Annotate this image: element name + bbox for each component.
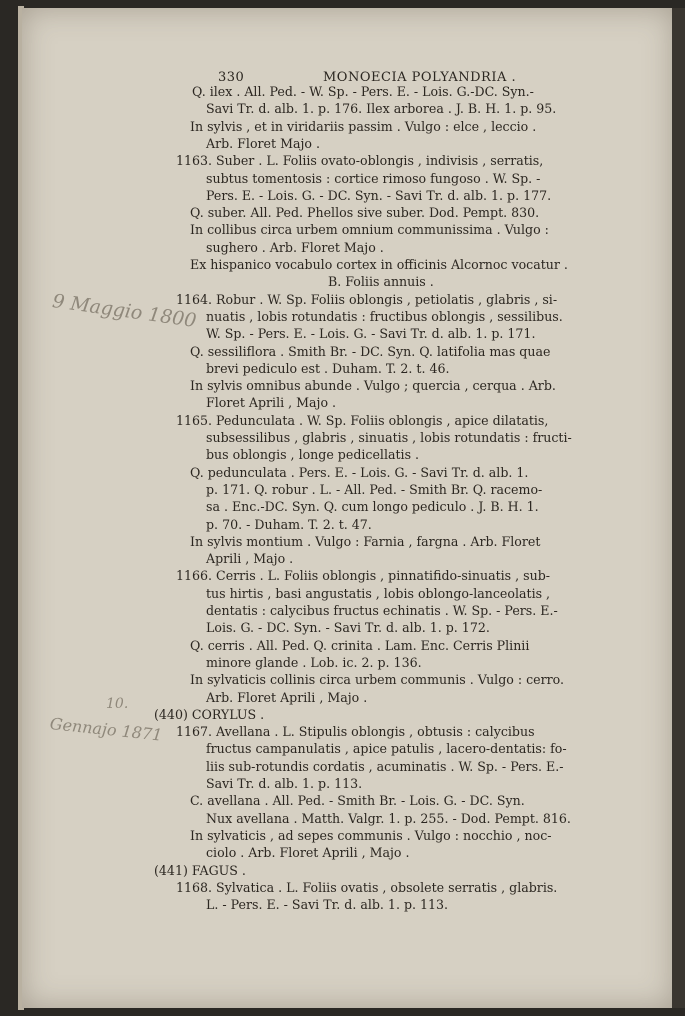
text-line: In sylvaticis , ad sepes communis . Vulgo : nocchio , noc-: [190, 827, 552, 843]
text-line: bus oblongis , longe pedicellatis .: [206, 447, 420, 463]
text-line: dentatis : calycibus fructus echinatis . W. Sp. - Pers. E.-: [206, 603, 558, 618]
text-line: Lois. G. - DC. Syn. - Savi Tr. d. alb. 1. p. 172.: [206, 620, 490, 636]
text-line: 1166. Cerris . L. Foliis oblongis , pinnatifido-sinuatis , sub-: [176, 568, 551, 584]
text-line: Aprili , Majo .: [206, 551, 294, 567]
text-line: Arb. Floret Majo .: [206, 135, 320, 151]
text-line: subsessilibus , glabris , sinuatis , lobis rotundatis : fructi-: [206, 430, 572, 445]
text-line: Ex hispanico vocabulo cortex in officinis Alcornoc vocatur .: [190, 257, 568, 272]
text-line: C. avellana . All. Ped. - Smith Br. - Lois. G. - DC. Syn.: [190, 793, 525, 809]
page-number: 330: [218, 70, 245, 85]
book-page: [22, 8, 674, 1008]
text-line: 1164. Robur . W. Sp. Foliis oblongis , petiolatis , glabris , si-: [176, 291, 558, 307]
text-line: Q. cerris . All. Ped. Q. crinita . Lam. Enc. Cerris Plinii: [190, 637, 530, 653]
text-line: In collibus circa urbem omnium communissima . Vulgo :: [190, 222, 549, 238]
text-line: 1163. Suber . L. Foliis ovato-oblongis , indivisis , serratis,: [176, 153, 544, 169]
text-line: sa . Enc.-DC. Syn. Q. cum longo pediculo . J. B. H. 1.: [206, 499, 539, 515]
text-line: In sylvis , et in viridariis passim . Vulgo : elce , leccio .: [190, 118, 537, 134]
text-line: (441) FAGUS .: [154, 862, 246, 878]
text-line: p. 70. - Duham. T. 2. t. 47.: [206, 516, 372, 532]
handwritten-margin-note: 9 Maggio 1800: [50, 290, 198, 332]
text-line: ciolo . Arb. Floret Aprili , Majo .: [206, 845, 410, 861]
text-line: (440) CORYLUS .: [154, 706, 265, 722]
text-line: 1165. Pedunculata . W. Sp. Foliis oblongis , apice dilatatis,: [176, 412, 549, 428]
text-line: fructus campanulatis , apice patulis , lacero-dentatis: fo-: [206, 741, 567, 757]
text-line: Arb. Floret Aprili , Majo .: [206, 689, 368, 705]
text-line: Floret Aprili , Majo .: [206, 395, 337, 411]
text-line: In sylvaticis collinis circa urbem communis . Vulgo : cerro.: [190, 672, 565, 688]
text-line: 1168. Sylvatica . L. Foliis ovatis , obsolete serratis , glabris.: [176, 879, 558, 895]
text-line: Pers. E. - Lois. G. - DC. Syn. - Savi Tr. d. alb. 1. p. 177.: [206, 187, 552, 203]
text-line: brevi pediculo est . Duham. T. 2. t. 46.: [206, 360, 450, 376]
text-line: L. - Pers. E. - Savi Tr. d. alb. 1. p. 113.: [206, 897, 449, 913]
text-line: sughero . Arb. Floret Majo .: [206, 239, 384, 255]
text-line: Q. pedunculata . Pers. E. - Lois. G. - Savi Tr. d. alb. 1.: [190, 464, 529, 480]
handwritten-margin-note-number: 10.: [106, 696, 129, 712]
text-line: Savi Tr. d. alb. 1. p. 176. Ilex arborea . J. B. H. 1. p. 95.: [206, 101, 557, 117]
text-line: B. Foliis annuis .: [328, 274, 434, 290]
text-line: In sylvis montium . Vulgo : Farnia , fargna . Arb. Floret: [190, 533, 541, 549]
text-line: tus hirtis , basi angustatis , lobis oblongo-lanceolatis ,: [206, 585, 551, 601]
text-line: Q. suber. All. Ped. Phellos sive suber. Dod. Pempt. 830.: [190, 205, 540, 221]
running-title: MONOECIA POLYANDRIA .: [323, 70, 517, 85]
text-line: Savi Tr. d. alb. 1. p. 113.: [206, 776, 363, 791]
text-line: W. Sp. - Pers. E. - Lois. G. - Savi Tr. d. alb. 1. p. 171.: [206, 326, 536, 342]
text-line: p. 171. Q. robur . L. - All. Ped. - Smith Br. Q. racemo-: [206, 481, 543, 497]
text-line: Q. ilex . All. Ped. - W. Sp. - Pers. E. - Lois. G.-DC. Syn.-: [192, 84, 534, 99]
handwritten-margin-note: Gennajo 1871: [49, 714, 164, 745]
text-line: subtus tomentosis : cortice rimoso fungoso . W. Sp. -: [206, 170, 541, 186]
next-page-edge: [672, 8, 685, 1008]
text-line: nuatis , lobis rotundatis : fructibus oblongis , sessilibus.: [206, 308, 563, 324]
text-line: Nux avellana . Matth. Valgr. 1. p. 255. - Dod. Pempt. 816.: [206, 810, 571, 826]
text-line: 1167. Avellana . L. Stipulis oblongis , obtusis : calycibus: [176, 724, 535, 740]
text-line: Q. sessiliflora . Smith Br. - DC. Syn. Q. latifolia mas quae: [190, 343, 551, 359]
text-line: liis sub-rotundis cordatis , acuminatis . W. Sp. - Pers. E.-: [206, 758, 564, 774]
text-line: minore glande . Lob. ic. 2. p. 136.: [206, 654, 422, 670]
text-line: In sylvis omnibus abunde . Vulgo ; quercia , cerqua . Arb.: [190, 378, 556, 394]
